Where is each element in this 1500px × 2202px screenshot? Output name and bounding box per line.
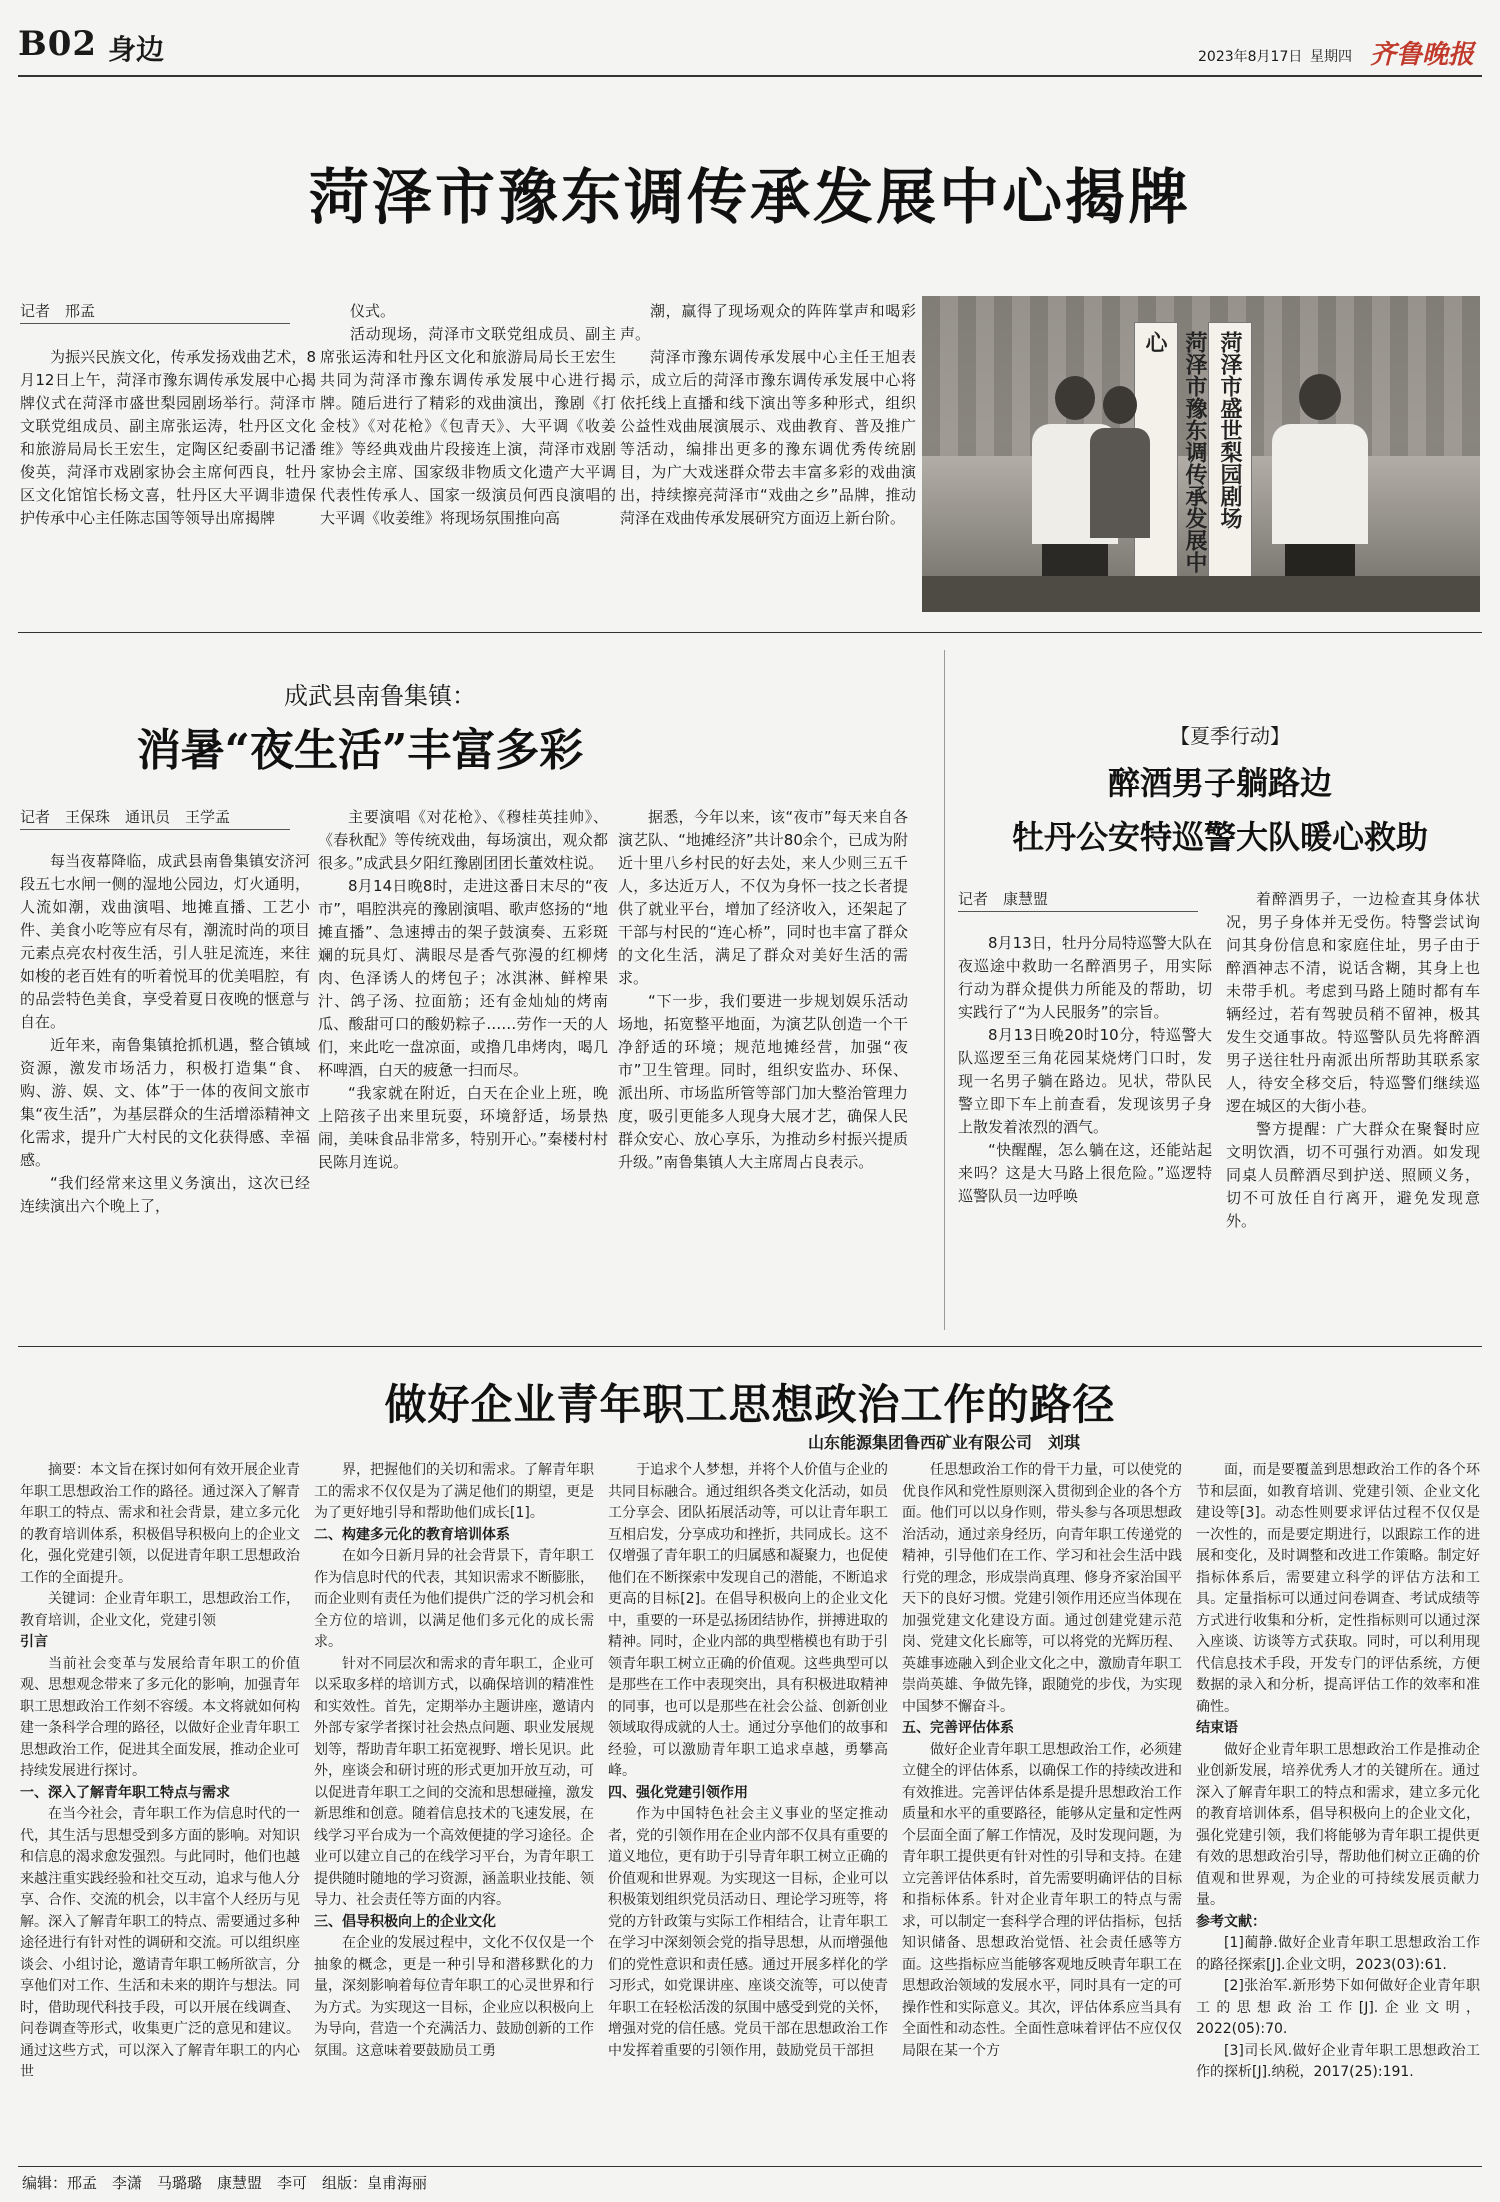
- paragraph: [2]张治军.新形势下如何做好企业青年职工的思想政治工作[J].企业文明，2022(05):70.: [1196, 1978, 1480, 2037]
- paragraph: 引言: [20, 1634, 48, 1650]
- paragraph: 活动现场，菏泽市文联党组成员、副主席张运涛和牡丹区文化和旅游局局长王宏生共同为菏泽市豫东调传承发展中心进行揭牌。随后进行了精彩的戏曲演出，豫剧《打金枝》《对花枪》《包青天》、大平调《收姜维》等经典戏曲片段接连上演，菏泽市戏剧家协会主席、国家级非物质文化遗产大平调代表性传承人、国家一级演员何西良演唱的大平调《收姜维》将现场氛围推向高: [320, 325, 616, 527]
- paragraph: 在如今日新月异的社会背景下，青年职工作为信息时代的代表，其知识需求不断膨胀，而企业则有责任为他们提供广泛的学习机会和全方位的培训，以满足他们多元化的成长需求。: [314, 1548, 594, 1650]
- article4-col5: [1196, 1460, 1480, 2084]
- header-rule: [18, 75, 1482, 77]
- paragraph: 潮，赢得了现场观众的阵阵掌声和喝彩声。: [620, 302, 916, 343]
- section-rule-2: [18, 1346, 1482, 1347]
- article4-col2: [314, 1460, 594, 2062]
- paragraph: 二、构建多元化的教育培训体系: [314, 1526, 510, 1543]
- paragraph: 做好企业青年职工思想政治工作是推动企业创新发展，培养优秀人才的关键所在。通过深入了解青年职工的特点和需求，建立多元化的教育培训体系，倡导积极向上的企业文化，强化党建引领，我们将能够为青年职工提供更有效的思想政治引导，帮助他们树立正确的价值观和世界观，为企业的可持续发展贡献力量。: [1196, 1741, 1480, 1908]
- paragraph: 做好企业青年职工思想政治工作，必须建立健全的评估体系，以确保工作的持续改进和有效推进。完善评估体系是提升思想政治工作质量和水平的重要路径，能够从定量和定性两个层面全面了解工作情况，及时发现问题，为青年职工提供更有针对性的引导和支持。在建立完善评估体系时，首先需要明确评估的目标和指标体系。针对企业青年职工的特点与需求，可以制定一套科学合理的评估指标，包括知识储备、思想政治觉悟、社会责任感等方面。这些指标应当能够客观地反映青年职工在思想政治领域的发展水平，同时具有一定的可操作性和实际意义。其次，评估体系应当具有全面性和动态性。全面性意味着评估不应仅仅局限在某一个方: [902, 1741, 1182, 2059]
- paragraph: 在当今社会，青年职工作为信息时代的一代，其生活与思想受到多方面的影响。对知识和信息的渴求愈发强烈。与此同时，他们也越来越注重实践经验和社交互动，追求与他人分享、合作、交流的机会，以丰富个人经历与见解。深入了解青年职工的特点、需要通过多种途径进行有针对性的调研和交流。可以组织座谈会、小组讨论，邀请青年职工畅所欲言，分享他们对工作、生活和未来的期许与想法。同时，借助现代科技手段，可以开展在线调查、问卷调查等形式，收集更广泛的意见和建议。通过这些方式，可以深入了解青年职工的内心世: [20, 1806, 300, 2080]
- paragraph: 任思想政治工作的骨干力量，可以使党的优良作风和党性原则深入贯彻到企业的各个方面。他们可以以身作则，带头参与各项思想政治活动，通过亲身经历，向青年职工传递党的精神，引导他们在工作、学习和社会生活中践行党的理念，形成崇尚真理、修身齐家治国平天下的良好习惯。党建引领作用还应当体现在加强党建文化建设方面。通过创建党建示范岗、党建文化长廊等，可以将党的光辉历程、英雄事迹融入到企业文化之中，激励青年职工崇尚英雄、争做先锋，跟随党的步伐，为实现中国梦不懈奋斗。: [902, 1462, 1182, 1715]
- article3-byline: 记者 康慧盟: [958, 888, 1198, 912]
- section-name: 身边: [108, 33, 165, 66]
- article2-kicker: 成武县南鲁集镇：: [284, 682, 476, 710]
- paragraph: 于追求个人梦想，并将个人价值与企业的共同目标融合。通过组织各类文化活动，如员工分享会、团队拓展活动等，可以让青年职工互相启发，分享成功和挫折，共同成长。这不仅增强了青年职工的归属感和凝聚力，也促使他们在不断探索中发现自己的潜能，不断追求更高的目标[2]。在倡导积极向上的企业文化中，重要的一环是弘扬团结协作，拼搏进取的精神。同时，企业内部的典型楷模也有助于引领青年职工树立正确的价值观。这些典型可以是那些在工作中表现突出，具有积极进取精神的同事，也可以是那些在社会公益、创新创业领域取得成就的人士。通过分享他们的故事和经验，可以激励青年职工追求卓越，勇攀高峰。: [608, 1462, 888, 1779]
- paragraph: 五、完善评估体系: [902, 1720, 1014, 1736]
- article4-col4: [902, 1460, 1182, 2062]
- article2-col2: [318, 806, 608, 1174]
- article2-col1: [20, 850, 310, 1218]
- paragraph: 每当夜幕降临，成武县南鲁集镇安济河段五七水闸一侧的湿地公园边，灯火通明，人流如潮，戏曲演唱、地摊直播、工艺小件、美食小吃等应有尽有，潮流时尚的项目元素点亮农村夜生活，引人驻足流连，来往如梭的老百姓有的听着悦耳的优美唱腔，有的品尝特色美食，享受着夏日夜晚的惬意与自在。: [20, 852, 310, 1031]
- page-header: [18, 22, 1480, 72]
- article4-title: 做好企业青年职工思想政治工作的路径: [384, 1380, 1116, 1429]
- article3-title-line1: 醉酒男子躺路边: [1107, 764, 1332, 802]
- paragraph: 当前社会变革与发展给青年职工的价值观、思想观念带来了多元化的影响，加强青年职工思想政治工作刻不容缓。本文将就如何构建一条科学合理的路径，以做好企业青年职工思想政治工作，促进其全面发展，推动企业可持续发展进行探讨。: [20, 1655, 300, 1779]
- paragraph: “下一步，我们要进一步规划娱乐活动场地，拓宽整平地面，为演艺队创造一个干净舒适的环境；规范地摊经营，加强“夜市”卫生管理。同时，组织安监办、环保、派出所、市场监所管等部门加大整治管理力度，吸引更能多人现身大展才艺，确保人民群众安心、放心享乐，为推动乡村振兴提质升级。”南鲁集镇人大主席周占良表示。: [618, 992, 908, 1171]
- paragraph: 面，而是要覆盖到思想政治工作的各个环节和层面，如教育培训、党建引领、企业文化建设等[3]。动态性则要求评估过程不仅仅是一次性的，而是要定期进行，以跟踪工作的进展和变化，及时调整和改进工作策略。制定好指标体系后，需要建立科学的评估方法和工具。定量指标可以通过问卷调查、考试成绩等方式进行收集和分析，定性指标则可以通过深入座谈、访谈等方式获取。同时，可以利用现代信息技术手段，开发专门的评估系统，方便数据的录入和分析，提高评估工作的效率和准确性。: [1196, 1462, 1480, 1715]
- article1-col3: [620, 300, 916, 530]
- issue-date: 2023年8月17日: [1198, 49, 1303, 65]
- paragraph: [3]司长风.做好企业青年职工思想政治工作的探析[J].纳税，2017(25):191.: [1196, 2042, 1480, 2080]
- paragraph: 针对不同层次和需求的青年职工，企业可以采取多样的培训方式，以确保培训的精准性和实效性。首先，定期举办主题讲座，邀请内外部专家学者探讨社会热点问题、职业发展规划等，帮助青年职工拓宽视野、增长见识。此外，座谈会和研讨班的形式更加开放互动，可以促进青年职工之间的交流和思想碰撞，激发新思维和创意。随着信息技术的飞速发展，在线学习平台成为一个高效便捷的学习途径。企业可以建立自己的在线学习平台，为青年职工提供随时随地的学习资源，涵盖职业技能、领导力、社会责任等方面的内容。: [314, 1655, 594, 1908]
- paper-logo: 齐鲁晚报: [1370, 40, 1475, 70]
- paragraph: 参考文献：: [1196, 1913, 1266, 1930]
- paragraph: 仪式。: [350, 302, 396, 320]
- paragraph: 8月14日晚8时，走进这番日末尽的“夜市”，唱腔洪亮的豫剧演唱、歌声悠扬的“地摊直播”、急速搏击的架子鼓演奏、五彩斑斓的玩具灯、满眼尽是香气弥漫的红柳烤肉、色泽诱人的烤包子；冰淇淋、鲜榨果汁、鸽子汤、拉面筋；还有金灿灿的烤南瓜、酸甜可口的酸奶粽子……劳作一天的人们，来此吃一盘凉面，或撸几串烤肉，喝几杯啤酒，白天的疲惫一扫而尽。: [318, 877, 608, 1079]
- paragraph: 关键词：企业青年职工，思想政治工作，教育培训，企业文化，党建引领: [20, 1591, 300, 1629]
- paragraph: 据悉，今年以来，该“夜市”每天来自各演艺队、“地摊经济”共计80余个，已成为附近十里八乡村民的好去处，来人少则三五千人，多达近万人，不仅为身怀一技之长者提供了就业平台，增加了经济收入，还架起了干部与村民的“连心桥”，同时也丰富了群众的文化生活，满足了群众对美好生活的需求。: [618, 808, 908, 987]
- footer-credits: 编辑：邢孟 李潇 马璐璐 康慧盟 李可 组版：皇甫海丽: [22, 2174, 428, 2192]
- paragraph: 着醉酒男子，一边检查其身体状况，男子身体并无受伤。特警尝试询问其身份信息和家庭住址，男子由于醉酒神志不清，说话含糊，其身上也未带手机。考虑到马路上随时都有车辆经过，若有驾驶员稍不留神，极其发生交通事故。特巡警队员先将醉酒男子送往牡丹南派出所帮助其联系家人，待安全移交后，特巡警们继续巡逻在城区的大街小巷。: [1226, 890, 1480, 1115]
- article3-col2: [1226, 888, 1480, 1233]
- article2-col3: [618, 806, 908, 1174]
- paragraph: 为振兴民族文化，传承发扬戏曲艺术，8月12日上午，菏泽市豫东调传承发展中心揭牌仪式在菏泽市盛世梨园剧场举行。菏泽市文联党组成员、副主席张运涛，牡丹区文化和旅游局局长王宏生，定陶区纪委副书记潘俊英，菏泽市戏剧家协会主席何西良，牡丹区文化馆馆长杨文喜，牡丹区大平调非遗保护传承中心主任陈志国等领导出席揭牌: [20, 348, 316, 527]
- paragraph: “我们经常来这里义务演出，这次已经连续演出六个晚上了，: [20, 1174, 310, 1215]
- paragraph: 作为中国特色社会主义事业的坚定推动者，党的引领作用在企业内部不仅具有重要的道义地位，更有助于引导青年职工树立正确的价值观和世界观。为实现这一目标，企业可以积极策划组织党员活动日、理论学习班等，将党的方针政策与实际工作相结合，让青年职工在学习中深刻领会党的指导思想，从而增强他们的党性意识和责任感。通过开展多样化的学习形式，如党课讲座、座谈交流等，可以使青年职工在轻松活泼的氛围中感受到党的关怀，增强对党的信任感。党员干部在思想政治工作中发挥着重要的引领作用，鼓励党员干部担: [608, 1806, 888, 2059]
- paragraph: 摘要：本文旨在探讨如何有效开展企业青年职工思想政治工作的路径。通过深入了解青年职工的特点、需求和社会背景，建立多元化的教育培训体系，积极倡导积极向上的企业文化，强化党建引领，以促进青年职工思想政治工作的全面提升。: [20, 1462, 300, 1586]
- article4-col3: [608, 1460, 888, 2062]
- stage-floor: [922, 576, 1480, 612]
- article1-photo: [922, 296, 1480, 612]
- article3-kicker: 【夏季行动】: [1170, 724, 1290, 748]
- footer-rule: [18, 2166, 1482, 2167]
- paragraph: 一、深入了解青年职工特点与需求: [20, 1784, 230, 1801]
- article2-title: 消暑“夜生活”丰富多彩: [136, 725, 584, 776]
- paragraph: 菏泽市豫东调传承发展中心主任王旭表示，成立后的菏泽市豫东调传承发展中心将依托线上直播和线下演出等多种形式，组织公益性戏曲展演展示、戏曲教育、普及推广等活动，编排出更多的豫东调优秀传统剧目，为广大戏迷群众带去丰富多彩的戏曲演出，持续擦亮菏泽市“戏曲之乡”品牌，推动菏泽在戏曲传承发展研究方面迈上新台阶。: [620, 348, 916, 527]
- article2-byline: 记者 王保珠 通讯员 王学孟: [20, 806, 290, 830]
- article3-col1: [958, 932, 1212, 1208]
- article-divider: [944, 650, 945, 1330]
- paragraph: “我家就在附近，白天在企业上班，晚上陪孩子出来里玩耍，环境舒适，场景热闹，美味食品非常多，特别开心。”秦楼村村民陈月连说。: [318, 1084, 608, 1171]
- article1-col2: [320, 300, 616, 530]
- paragraph: [1]蔺静.做好企业青年职工思想政治工作的路径探索[J].企业文明，2023(03):61.: [1196, 1935, 1480, 1973]
- banner-right-text: 菏泽市盛世梨园剧场: [1217, 331, 1243, 529]
- article1-col1: [20, 346, 316, 530]
- paragraph: 结束语: [1196, 1720, 1238, 1736]
- paragraph: 8月13日，牡丹分局特巡警大队在夜巡途中救助一名醉酒男子，用实际行动为群众提供力所能及的帮助，切实践行了“为人民服务”的宗旨。: [958, 934, 1212, 1021]
- article4-col1: [20, 1460, 300, 2084]
- paragraph: 四、强化党建引领作用: [608, 1784, 748, 1801]
- issue-weekday: 星期四: [1310, 49, 1352, 65]
- paragraph: 近年来，南鲁集镇抢抓机遇，整合镇域资源，激发市场活力，积极打造集“食、购、游、娱、文、体”于一体的夜间文旅市集“夜生活”，为基层群众的生活增添精神文化需求，提升广大村民的文化获得感、幸福感。: [20, 1036, 310, 1169]
- paragraph: 三、倡导积极向上的企业文化: [314, 1913, 496, 1930]
- article4-author: 山东能源集团鲁西矿业有限公司 刘琪: [807, 1433, 1080, 1452]
- paragraph: 8月13日晚20时10分，特巡警大队巡逻至三角花园某烧烤门口时，发现一名男子躺在路边。见状，带队民警立即下车上前查看，发现该男子身上散发着浓烈的酒气。: [958, 1026, 1212, 1136]
- article3-title-line2: 牡丹公安特巡警大队暖心救助: [1011, 818, 1428, 856]
- page-code: B02: [18, 24, 98, 64]
- section-rule-1: [18, 632, 1482, 633]
- article1-title: 菏泽市豫东调传承发展中心揭牌: [309, 163, 1191, 233]
- paragraph: 在企业的发展过程中，文化不仅仅是一个抽象的概念，更是一种引导和潜移默化的力量，深刻影响着每位青年职工的心灵世界和行为方式。为实现这一目标，企业应以积极向上为导向，营造一个充满活力、鼓励创新的工作氛围。这意味着要鼓励员工勇: [314, 1935, 594, 2059]
- paragraph: “快醒醒，怎么躺在这，还能站起来吗？这是大马路上很危险。”巡逻特巡警队员一边呼唤: [958, 1141, 1212, 1205]
- banner-left-text: 菏泽市豫东调传承发展中心: [1142, 331, 1208, 573]
- paragraph: 主要演唱《对花枪》、《穆桂英挂帅》、《春秋配》等传统戏曲，每场演出，观众都很多。”成武县夕阳红豫剧团团长董效柱说。: [318, 808, 608, 872]
- paragraph: 界，把握他们的关切和需求。了解青年职工的需求不仅仅是为了满足他们的期望，更是为了更好地引导和帮助他们成长[1]。: [314, 1462, 594, 1521]
- paragraph: 警方提醒：广大群众在聚餐时应文明饮酒，切不可强行劝酒。如发现同桌人员醉酒尽到护送、照顾义务，切不可放任自行离开，避免发现意外。: [1226, 1120, 1480, 1230]
- banner-right: [1208, 322, 1252, 594]
- article1-byline: 记者 邢孟: [20, 300, 290, 324]
